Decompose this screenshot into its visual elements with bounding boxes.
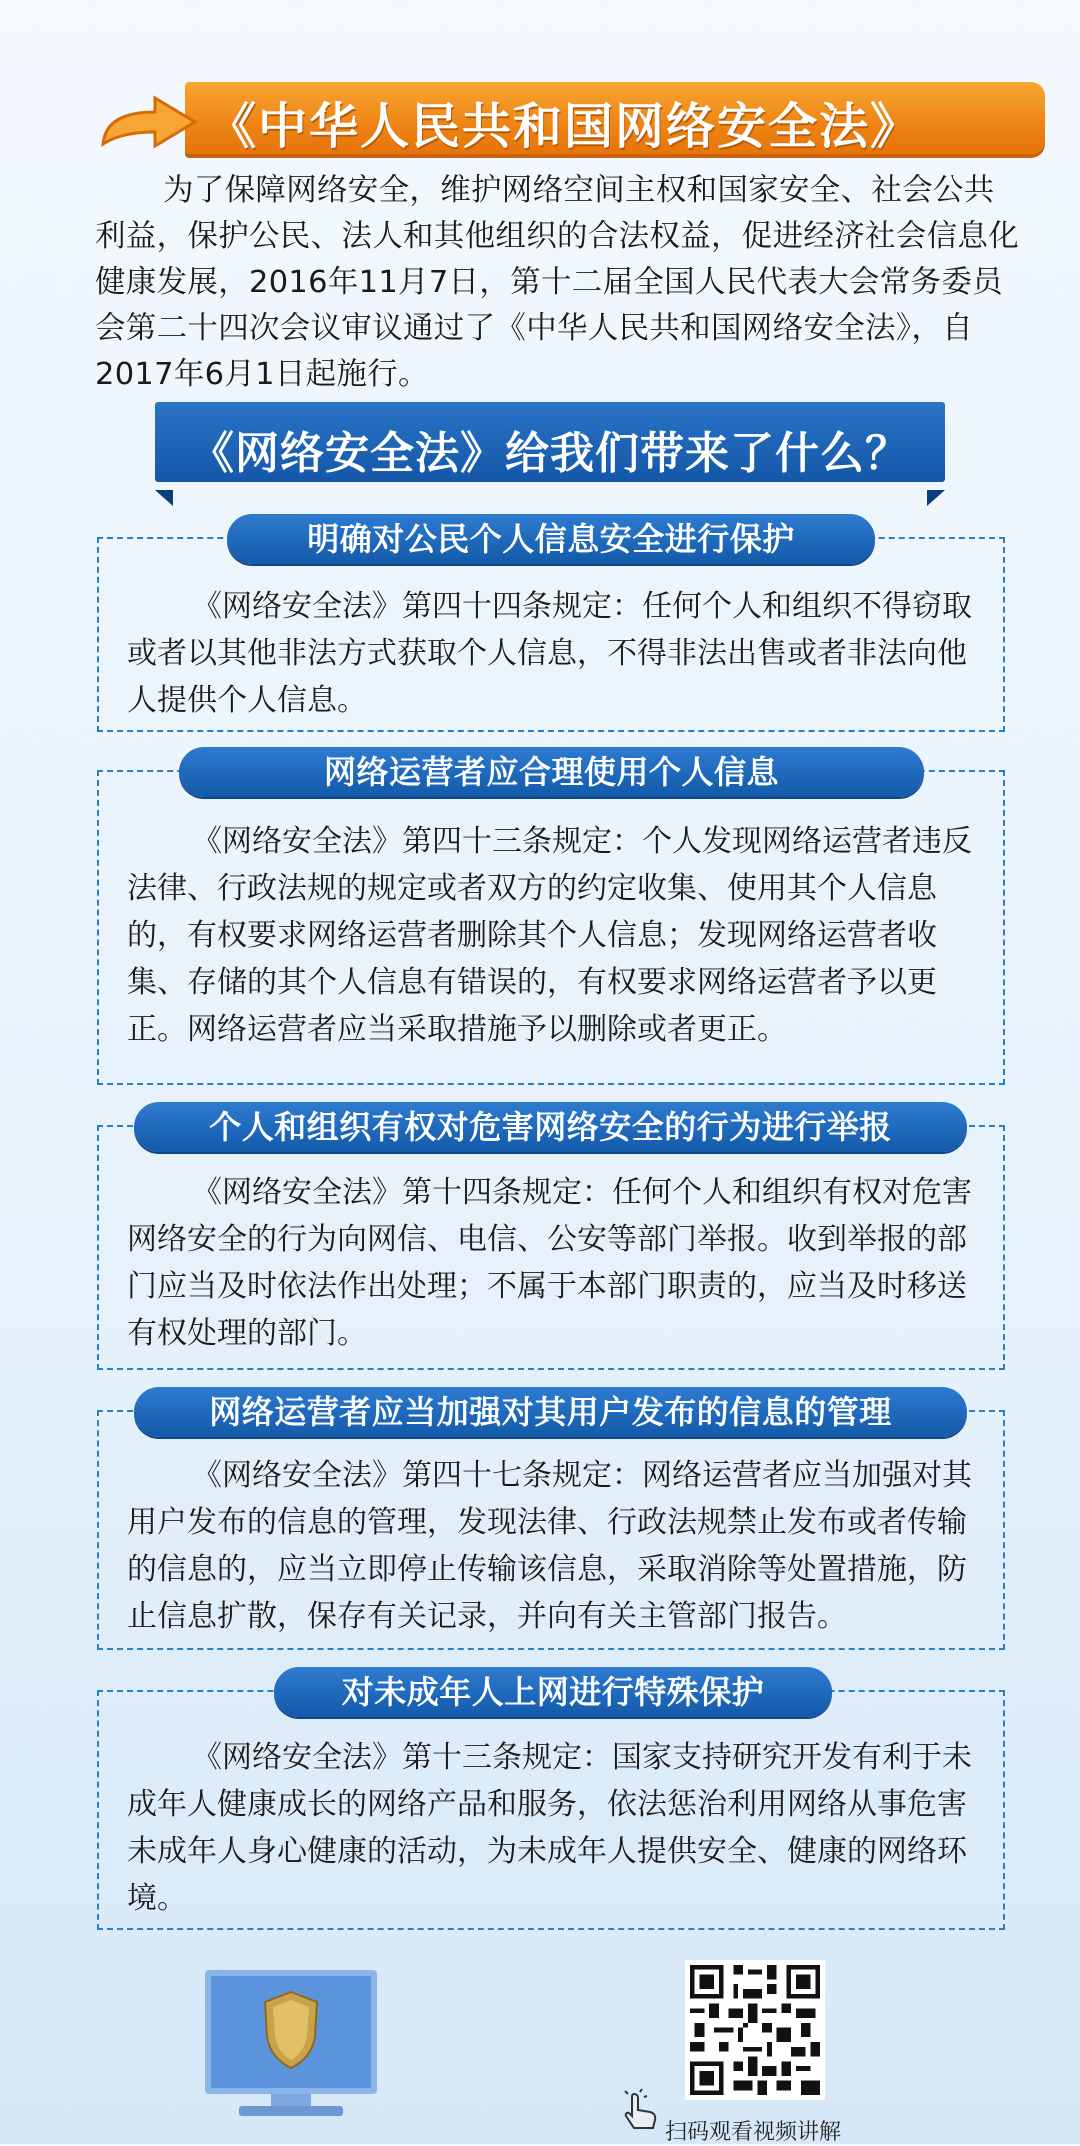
- qr-code[interactable]: [685, 1960, 825, 2100]
- shield-icon: [261, 1990, 321, 2070]
- section-heading: 对未成年人上网进行特殊保护: [274, 1667, 832, 1717]
- section-body: 《网络安全法》第四十三条规定：个人发现网络运营者违反法律、行政法规的规定或者双方的约定收集、使用其个人信息的，有权要求网络运营者删除其个人信息；发现网络运营者收集、存储的其个人信息有错误的，有权要求网络运营者予以更正。网络运营者应当采取措施予以删除或者更正。: [127, 824, 972, 1047]
- subtitle-ribbon: [155, 402, 945, 492]
- section-body: 《网络安全法》第十四条规定：任何个人和组织有权对危害网络安全的行为向网信、电信、公安等部门举报。收到举报的部门应当及时依法作出处理；不属于本部门职责的，应当及时移送有权处理的部门。: [127, 1175, 972, 1351]
- monitor-base: [239, 2106, 343, 2116]
- qr-caption: 扫码观看视频讲解: [665, 2120, 842, 2145]
- intro-paragraph: 为了保障网络安全，维护网络空间主权和国家安全、社会公共利益，保护公民、法人和其他组织的合法权益，促进经济社会信息化健康发展，2016年11月7日，第十二届全国人民代表大会常务委员会第二十四次会议审议通过了《中华人民共和国网络安全法》，自2017年6月1日起施行。: [95, 173, 1019, 392]
- monitor-icon: [205, 1970, 377, 2120]
- ribbon-fold-left: [155, 490, 173, 506]
- footer: [0, 1940, 1080, 2144]
- section-body: 《网络安全法》第四十四条规定：任何个人和组织不得窃取或者以其他非法方式获取个人信息，不得非法出售或者非法向他人提供个人信息。: [127, 589, 972, 718]
- section-body: 《网络安全法》第十三条规定：国家支持研究开发有利于未成年人健康成长的网络产品和服务，依法惩治利用网络从事危害未成年人身心健康的活动，为未成年人提供安全、健康的网络环境。: [127, 1740, 972, 1916]
- section-minor-protection: [97, 1673, 1005, 1930]
- hand-tap-icon: [620, 2088, 664, 2132]
- section-operator-use-info: [97, 753, 1005, 1085]
- section-heading: 网络运营者应当加强对其用户发布的信息的管理: [134, 1387, 967, 1437]
- section-report-rights: [97, 1108, 1005, 1370]
- title-banner: [95, 82, 1045, 162]
- section-operator-content-management: [97, 1393, 1005, 1650]
- section-heading: 明确对公民个人信息安全进行保护: [227, 514, 875, 564]
- page-title: 《中华人民共和国网络安全法》: [207, 98, 922, 155]
- ribbon-fold-right: [927, 490, 945, 506]
- section-heading: 网络运营者应合理使用个人信息: [179, 747, 924, 797]
- subtitle: 《网络安全法》给我们带来了什么？: [190, 428, 910, 479]
- section-heading: 个人和组织有权对危害网络安全的行为进行举报: [134, 1102, 967, 1152]
- section-body: 《网络安全法》第四十七条规定：网络运营者应当加强对其用户发布的信息的管理，发现法律、行政法规禁止发布或者传输的信息的，应当立即停止传输该信息，采取消除等处置措施，防止信息扩散，保存有关记录，并向有关主管部门报告。: [127, 1458, 972, 1634]
- section-personal-info-protection: [97, 520, 1005, 732]
